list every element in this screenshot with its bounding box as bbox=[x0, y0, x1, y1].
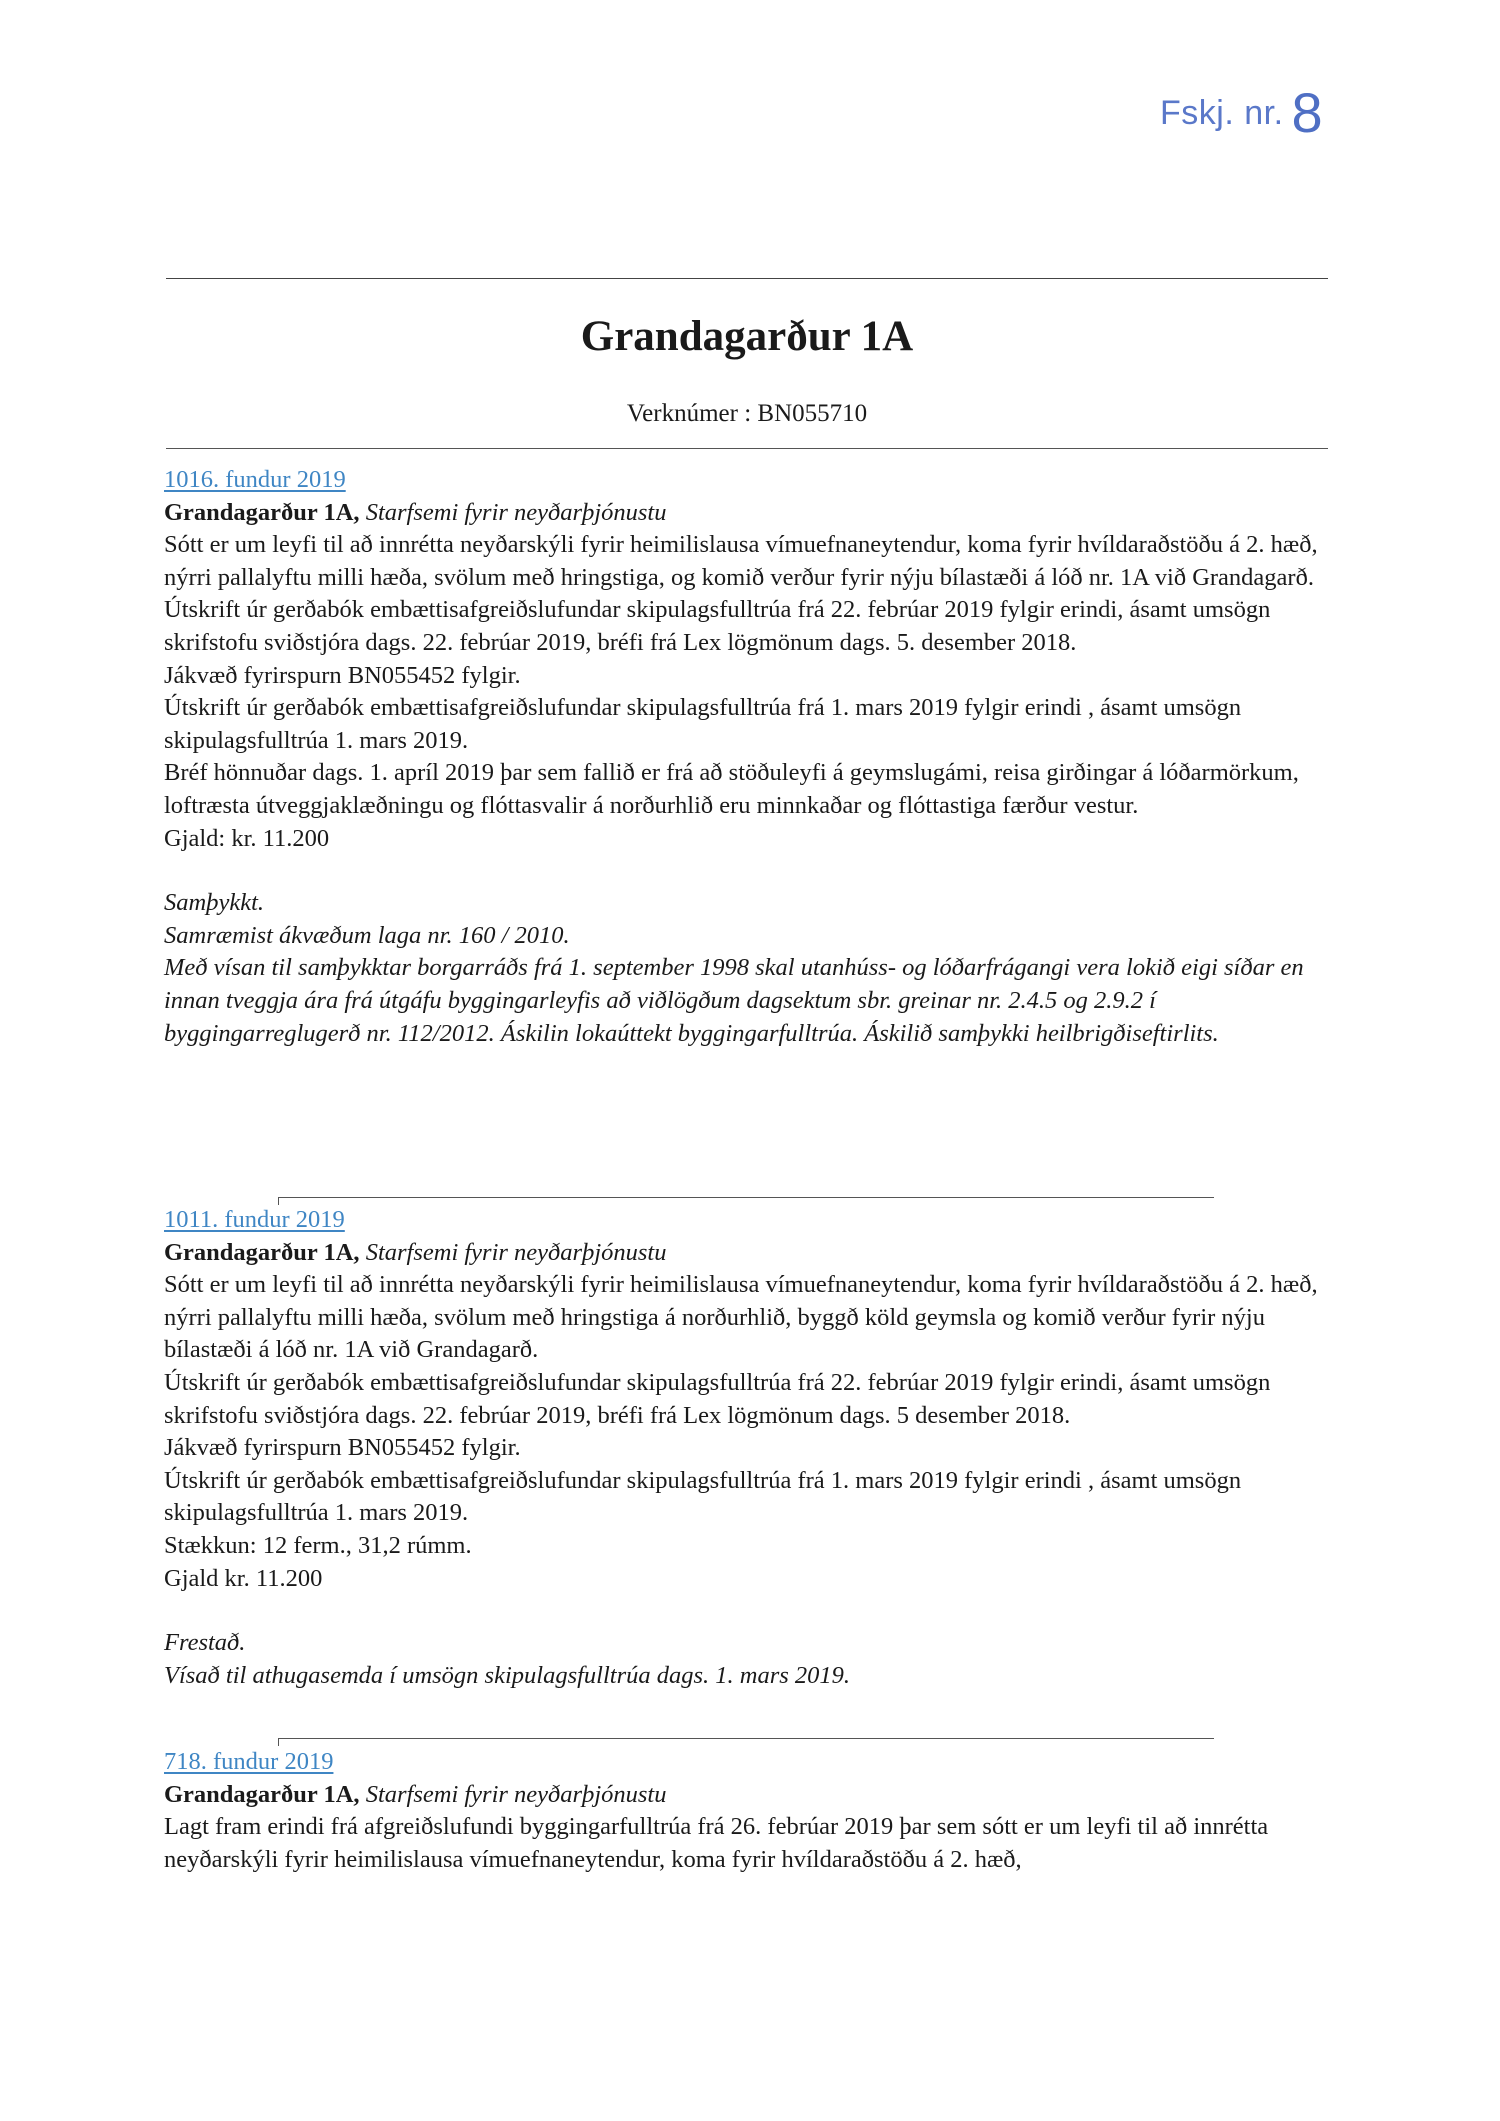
spacer bbox=[164, 855, 1344, 887]
attachment-stamp bbox=[1160, 72, 1324, 144]
paragraph: Bréf hönnuðar dags. 1. apríl 2019 þar sem fallið er frá að stöðuleyfi á geymslugámi, reisa girðingar á lóðarmörkum, loftræsta útveggjaklæðningu og flóttasvalir á norðurhlið eru minnkaðar og flóttastiga færður vestur. bbox=[164, 759, 1299, 819]
entry-heading bbox=[164, 497, 1344, 530]
decision-note: Samræmist ákvæðum laga nr. 160 / 2010. bbox=[164, 921, 570, 949]
entry-purpose: Starfsemi fyrir neyðarþjónustu bbox=[365, 498, 667, 526]
section-divider bbox=[278, 1197, 1214, 1198]
entry-heading bbox=[164, 1237, 1344, 1270]
decision-status: Frestað. bbox=[164, 1629, 246, 1657]
entry-address: Grandagarður 1A, bbox=[164, 498, 360, 526]
divider-tick bbox=[278, 1738, 279, 1746]
paragraph: Lagt fram erindi frá afgreiðslufundi byggingarfulltrúa frá 26. febrúar 2019 þar sem sótt er um leyfi til að innrétta neyðarskýli fyrir heimilislausa vímuefnaneytendur, koma fyrir hvíldaraðstöðu á 2. hæð, bbox=[164, 1813, 1269, 1873]
meeting-entry-1 bbox=[164, 464, 1344, 1050]
paragraph: Jákvæð fyrirspurn BN055452 fylgir. bbox=[164, 1434, 521, 1462]
spacer bbox=[164, 1595, 1344, 1627]
entry-heading bbox=[164, 1779, 1344, 1812]
meeting-link[interactable]: 1016. fundur 2019 bbox=[164, 466, 346, 493]
document-title: Grandagarður 1A bbox=[580, 313, 914, 360]
section-divider bbox=[278, 1738, 1214, 1739]
paragraph: Útskrift úr gerðabók embættisafgreiðslufundar skipulagsfulltrúa frá 1. mars 2019 fylgir erindi , ásamt umsögn skipulagsfulltrúa 1. mars 2019. bbox=[164, 1466, 1242, 1527]
stamp-label: Fskj. nr. bbox=[1160, 94, 1284, 132]
stamp-number: 8 bbox=[1291, 81, 1324, 144]
paragraph: Stækkun: 12 ferm., 31,2 rúmm. bbox=[164, 1531, 472, 1559]
title-rule bbox=[166, 278, 1328, 279]
paragraph: Jákvæð fyrirspurn BN055452 fylgir. bbox=[164, 661, 521, 689]
meeting-link[interactable]: 718. fundur 2019 bbox=[164, 1748, 334, 1775]
entry-purpose: Starfsemi fyrir neyðarþjónustu bbox=[365, 1238, 667, 1266]
entry-address: Grandagarður 1A, bbox=[164, 1238, 360, 1266]
decision-status: Samþykkt. bbox=[164, 889, 264, 917]
decision-note: Vísað til athugasemda í umsögn skipulagsfulltrúa dags. 1. mars 2019. bbox=[164, 1661, 851, 1689]
meeting-entry-3 bbox=[164, 1746, 1344, 1876]
decision-note: Með vísan til samþykktar borgarráðs frá 1. september 1998 skal utanhúss- og lóðarfrágangi vera lokið eigi síðar en innan tveggja ára frá útgáfu byggingarleyfis að viðlögðum dagsektum sbr. greinar nr. 2.4.5 og 2.9.2 í byggingarreglugerð nr. 112/2012. Áskilin lokaúttekt byggingarfulltrúa. Áskilið samþykki heilbrigðiseftirlits. bbox=[164, 954, 1304, 1047]
meeting-entry-2 bbox=[164, 1204, 1344, 1692]
entry-address: Grandagarður 1A, bbox=[164, 1780, 360, 1808]
paragraph: Útskrift úr gerðabók embættisafgreiðslufundar skipulagsfulltrúa frá 1. mars 2019 fylgir erindi , ásamt umsögn skipulagsfulltrúa 1. mars 2019. bbox=[164, 694, 1242, 754]
case-number: Verknúmer : BN055710 bbox=[626, 400, 868, 427]
paragraph: Útskrift úr gerðabók embættisafgreiðslufundar skipulagsfulltrúa frá 22. febrúar 2019 fylgir erindi, ásamt umsögn skrifstofu sviðstjóra dags. 22. febrúar 2019, bréfi frá Lex lögmönum dags. 5 desember 2018. bbox=[164, 1368, 1271, 1429]
meeting-link[interactable]: 1011. fundur 2019 bbox=[164, 1206, 345, 1233]
entry-purpose: Starfsemi fyrir neyðarþjónustu bbox=[365, 1780, 667, 1808]
paragraph: Sótt er um leyfi til að innrétta neyðarskýli fyrir heimilislausa vímuefnaneytendur, koma fyrir hvíldaraðstöðu á 2. hæð, nýrri pallalyftu milli hæða, svölum með hringstiga á norðurhlið, byggð köld geymsla og komið verður fyrir nýju bílastæði á lóð nr. 1A við Grandagarð. bbox=[164, 1271, 1318, 1364]
paragraph: Sótt er um leyfi til að innrétta neyðarskýli fyrir heimilislausa vímuefnaneytendur, koma fyrir hvíldaraðstöðu á 2. hæð, nýrri pallalyftu milli hæða, svölum með hringstiga, og komið verður fyrir nýju bílastæði á lóð nr. 1A við Grandagarð. bbox=[164, 531, 1318, 591]
fee: Gjald kr. 11.200 bbox=[164, 1564, 323, 1592]
paragraph: Útskrift úr gerðabók embættisafgreiðslufundar skipulagsfulltrúa frá 22. febrúar 2019 fylgir erindi, ásamt umsögn skrifstofu sviðstjóra dags. 22. febrúar 2019, bréfi frá Lex lögmönum dags. 5. desember 2018. bbox=[164, 596, 1271, 656]
fee: Gjald: kr. 11.200 bbox=[164, 824, 330, 852]
header-rule bbox=[166, 448, 1328, 449]
